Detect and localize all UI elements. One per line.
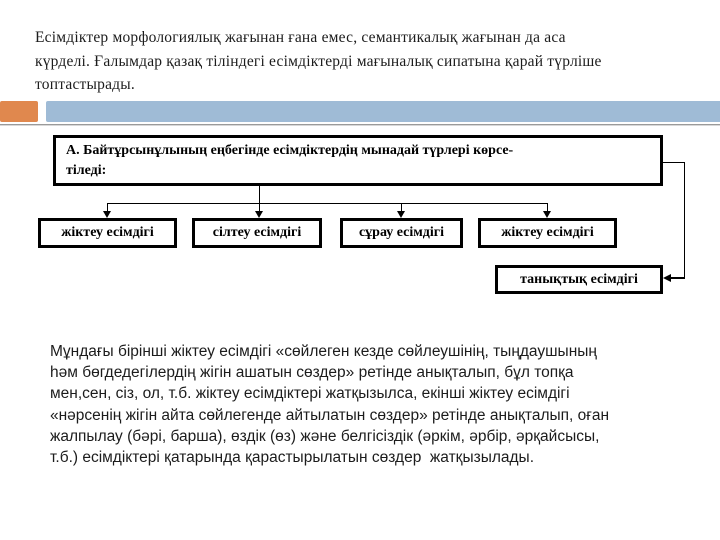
arrow-down-icon: [103, 211, 111, 218]
body-line: мен,сен, сіз, ол, т.б. жіктеу есімдіктері жатқызылса, екінші жіктеу есімдігі: [50, 385, 570, 403]
intro-line: күрделі. Ғалымдар қазақ тіліндегі есімдіктерді мағыналық сипатына қарай түрліше: [35, 52, 602, 70]
connector-right-horizontal-bottom: [670, 277, 685, 279]
arrow-left-icon: [663, 274, 671, 282]
connector-horizontal: [107, 203, 548, 205]
accent-bar-orange: [0, 101, 38, 122]
arrow-down-icon: [255, 211, 263, 218]
connector-right-vertical: [684, 162, 686, 279]
intro-paragraph: [35, 26, 602, 97]
node-box-tanyktyk: танықтық есімдігі: [495, 265, 663, 294]
intro-line: Есімдіктер морфологиялық жағынан ғана емес, семантикалық жағынан да аса: [35, 29, 566, 46]
node-box-ziktet-1: жіктеу есімдігі: [38, 218, 177, 248]
node-box-siltey: сілтеу есімдігі: [192, 218, 322, 248]
diagram-title-box: [53, 135, 663, 186]
body-line: т.б.) есімдіктері қатарында қарастырылатын сөздер жатқызылады.: [50, 449, 534, 467]
connector-right-horizontal-top: [663, 162, 685, 164]
body-paragraph: [50, 341, 609, 468]
divider-line: [0, 124, 720, 126]
intro-line: топтастырады.: [35, 76, 135, 93]
node-box-ziktet-2: жіктеу есімдігі: [478, 218, 617, 248]
diagram-title-line: тіледі:: [66, 162, 107, 178]
body-line: «нәрсенің жігін айта сөйлегенде айтылатын сөздер» ретінде анықталып, оған: [50, 406, 610, 424]
arrow-down-icon: [397, 211, 405, 218]
accent-bar-blue: [46, 101, 720, 122]
arrow-down-icon: [543, 211, 551, 218]
body-line: жалпылау (бәрі, барша), өздік (өз) және белгісіздік (әркім, әрбір, әрқайсысы,: [50, 427, 600, 445]
diagram-title-line: А. Байтұрсынұлының еңбегінде есімдіктердің мынадай түрлері көрсе-: [66, 143, 514, 158]
connector-stub-vertical: [259, 186, 261, 203]
node-box-suray: сұрау есімдігі: [340, 218, 463, 248]
body-line: Мұндағы бірінші жіктеу есімдігі «сөйлеген кезде сөйлеушінің, тыңдаушының: [50, 343, 597, 360]
body-line: һәм бөгдедегілердің жігін ашатын сөздер» ретінде анықталып, бұл топқа: [50, 364, 574, 382]
